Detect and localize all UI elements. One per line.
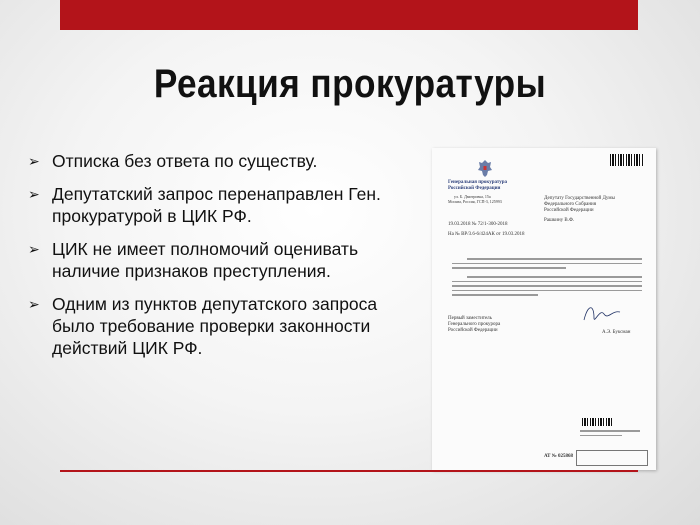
letter-body-paragraph1	[452, 258, 642, 272]
coat-of-arms-icon	[476, 158, 494, 178]
top-accent-bar	[60, 0, 638, 30]
arrow-bullet-icon: ➢	[28, 153, 40, 169]
scanned-letter	[432, 148, 656, 470]
letter-body-paragraph2	[452, 276, 642, 299]
signer-line2: Генерального прокурора	[448, 322, 501, 327]
reference-line: На № ВР/3.6-6/424АК от 19.03.2018	[448, 232, 525, 237]
bullet-text: Одним из пунктов депутатского запроса было требование проверки законности действий ЦИК РФ.	[52, 294, 378, 358]
bullet-item	[28, 293, 408, 359]
date-line: 19.03.2018 № 72/1-300-2018	[448, 222, 508, 227]
bullet-item	[28, 183, 408, 227]
signer-line1: Первый заместитель	[448, 316, 492, 321]
recipient-line4: Рашкину В.Ф.	[544, 218, 575, 223]
bullet-text: Депутатский запрос перенаправлен Ген. прокуратурой в ЦИК РФ.	[52, 184, 381, 226]
recipient-line2: Федерального Собрания	[544, 202, 597, 207]
recipient-line3: Российской Федерации	[544, 208, 594, 213]
sender-line2: Российской Федерации	[448, 186, 501, 191]
bullet-text: Отписка без ответа по существу.	[52, 151, 318, 171]
footer-stamp-box	[576, 450, 648, 466]
arrow-bullet-icon: ➢	[28, 296, 40, 312]
footer-code: АТ № 025868	[544, 454, 574, 459]
signer-name: А.Э. Буксман	[602, 330, 631, 335]
arrow-bullet-icon: ➢	[28, 186, 40, 202]
signer-line3: Российской Федерации	[448, 328, 498, 333]
sender-line1: Генеральная прокуратура	[448, 180, 508, 185]
recipient-line1: Депутату Государственной Думы	[544, 196, 615, 201]
sender-address1: ул. Б. Дмитровка, 15а	[454, 194, 491, 199]
bottom-accent-line	[60, 470, 638, 472]
barcode-caption	[580, 430, 640, 439]
slide-title: Реакция прокуратуры	[153, 62, 547, 106]
barcode-bottom	[582, 418, 612, 426]
bullet-list	[28, 150, 408, 370]
sender-address2: Москва, Россия, ГСП-3, 125993	[448, 199, 502, 204]
barcode-top	[610, 154, 644, 166]
bullet-item	[28, 238, 408, 282]
bullet-item	[28, 150, 408, 172]
bullet-text: ЦИК не имеет полномочий оценивать наличие признаков преступления.	[52, 239, 359, 281]
arrow-bullet-icon: ➢	[28, 241, 40, 257]
signature-mark	[582, 300, 622, 328]
